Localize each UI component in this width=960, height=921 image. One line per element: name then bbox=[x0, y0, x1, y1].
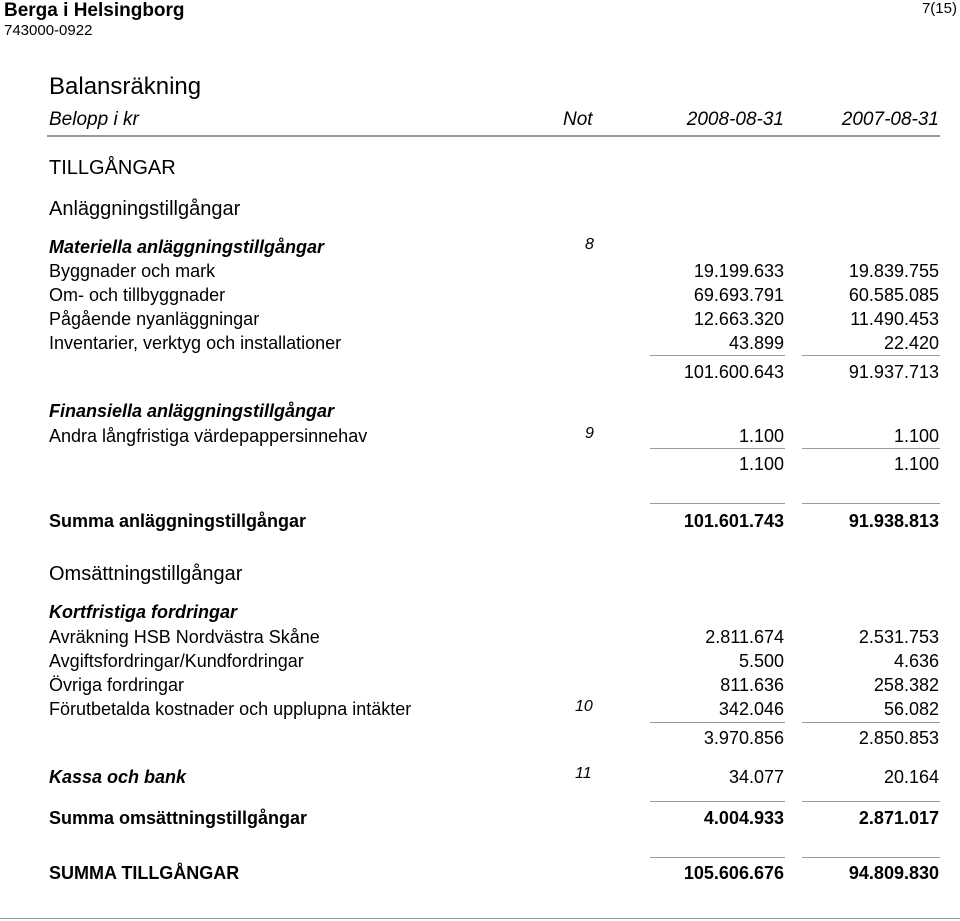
total-value-2008: 4.004.933 bbox=[703, 808, 784, 828]
page-title: Balansräkning bbox=[49, 73, 202, 100]
row-value-2007: 20.164 bbox=[883, 767, 939, 787]
row-label: Om- och tillbyggnader bbox=[49, 285, 226, 305]
total-line bbox=[650, 503, 785, 504]
subtotal-line bbox=[802, 722, 940, 723]
total-line bbox=[802, 801, 940, 802]
row-value-2008: 43.899 bbox=[728, 333, 784, 353]
row-value-2007: 2.531.753 bbox=[858, 627, 939, 647]
row-label: Övriga fordringar bbox=[49, 675, 185, 695]
subsection-heading-tangible: Materiella anläggningstillgångar bbox=[49, 237, 325, 257]
total-label-current-assets: Summa omsättningstillgångar bbox=[49, 808, 308, 828]
grand-total-value-2007: 94.809.830 bbox=[848, 863, 939, 883]
row-value-2008: 12.663.320 bbox=[693, 309, 784, 329]
subtotal-value-2008: 1.100 bbox=[738, 454, 784, 474]
row-value-2007: 56.082 bbox=[883, 699, 939, 719]
organization-number: 743000-0922 bbox=[4, 22, 93, 39]
total-value-2008: 101.601.743 bbox=[683, 511, 784, 531]
row-value-2008: 2.811.674 bbox=[705, 627, 784, 647]
section-heading-assets: TILLGÅNGAR bbox=[49, 157, 176, 179]
column-header-year1: 2008-08-31 bbox=[686, 109, 784, 130]
row-value-2007: 1.100 bbox=[893, 426, 939, 446]
column-header-label: Belopp i kr bbox=[49, 109, 139, 130]
subtotal-value-2007: 2.850.853 bbox=[858, 728, 939, 748]
subtotal-line bbox=[802, 448, 940, 449]
row-label: Avgiftsfordringar/Kundfordringar bbox=[49, 651, 304, 671]
subtotal-line bbox=[650, 355, 785, 356]
row-value-2008: 19.199.633 bbox=[693, 261, 784, 281]
header-divider bbox=[47, 135, 940, 137]
row-value-2007: 19.839.755 bbox=[848, 261, 939, 281]
subtotal-line bbox=[650, 722, 785, 723]
column-header-year2: 2007-08-31 bbox=[841, 109, 939, 130]
row-value-2008: 69.693.791 bbox=[693, 285, 784, 305]
row-value-2008: 5.500 bbox=[738, 651, 784, 671]
row-label: Förutbetalda kostnader och upplupna intäkter bbox=[49, 699, 412, 719]
row-value-2008: 34.077 bbox=[728, 767, 784, 787]
note-ref: 8 bbox=[585, 236, 594, 253]
page-number: 7(15) bbox=[921, 0, 957, 17]
subtotal-value-2007: 1.100 bbox=[893, 454, 939, 474]
organization-name: Berga i Helsingborg bbox=[4, 0, 185, 21]
row-label: Byggnader och mark bbox=[49, 261, 216, 281]
subtotal-line bbox=[802, 355, 940, 356]
total-value-2007: 91.938.813 bbox=[848, 511, 939, 531]
grand-total-label: SUMMA TILLGÅNGAR bbox=[49, 863, 240, 883]
row-value-2007: 22.420 bbox=[883, 333, 939, 353]
section-heading-current-assets: Omsättningstillgångar bbox=[49, 563, 243, 585]
note-ref: 11 bbox=[575, 765, 592, 782]
grand-total-line bbox=[650, 857, 785, 858]
total-label-fixed-assets: Summa anläggningstillgångar bbox=[49, 511, 307, 531]
grand-total-value-2008: 105.606.676 bbox=[683, 863, 784, 883]
row-value-2008: 1.100 bbox=[738, 426, 784, 446]
subsection-heading-cash: Kassa och bank bbox=[49, 767, 187, 787]
note-ref: 9 bbox=[585, 425, 594, 442]
row-value-2008: 342.046 bbox=[718, 699, 784, 719]
page-bottom-rule bbox=[0, 918, 960, 919]
subtotal-value-2007: 91.937.713 bbox=[848, 362, 939, 382]
subtotal-value-2008: 101.600.643 bbox=[683, 362, 784, 382]
row-value-2007: 11.490.453 bbox=[850, 309, 939, 329]
row-value-2008: 811.636 bbox=[720, 675, 784, 695]
subtotal-line bbox=[650, 448, 785, 449]
row-label: Inventarier, verktyg och installationer bbox=[49, 333, 342, 353]
row-label: Andra långfristiga värdepappersinnehav bbox=[49, 426, 368, 446]
grand-total-line bbox=[802, 857, 940, 858]
total-line bbox=[802, 503, 940, 504]
row-value-2007: 60.585.085 bbox=[848, 285, 939, 305]
row-label: Pågående nyanläggningar bbox=[49, 309, 260, 329]
row-value-2007: 4.636 bbox=[893, 651, 939, 671]
column-header-note: Not bbox=[563, 109, 593, 130]
row-value-2007: 258.382 bbox=[873, 675, 939, 695]
subsection-heading-financial: Finansiella anläggningstillgångar bbox=[49, 401, 335, 421]
subtotal-value-2008: 3.970.856 bbox=[703, 728, 784, 748]
section-heading-fixed-assets: Anläggningstillgångar bbox=[49, 198, 241, 220]
subsection-heading-receivables: Kortfristiga fordringar bbox=[49, 602, 238, 622]
row-label: Avräkning HSB Nordvästra Skåne bbox=[49, 627, 320, 647]
note-ref: 10 bbox=[575, 698, 593, 715]
total-line bbox=[650, 801, 785, 802]
total-value-2007: 2.871.017 bbox=[858, 808, 939, 828]
